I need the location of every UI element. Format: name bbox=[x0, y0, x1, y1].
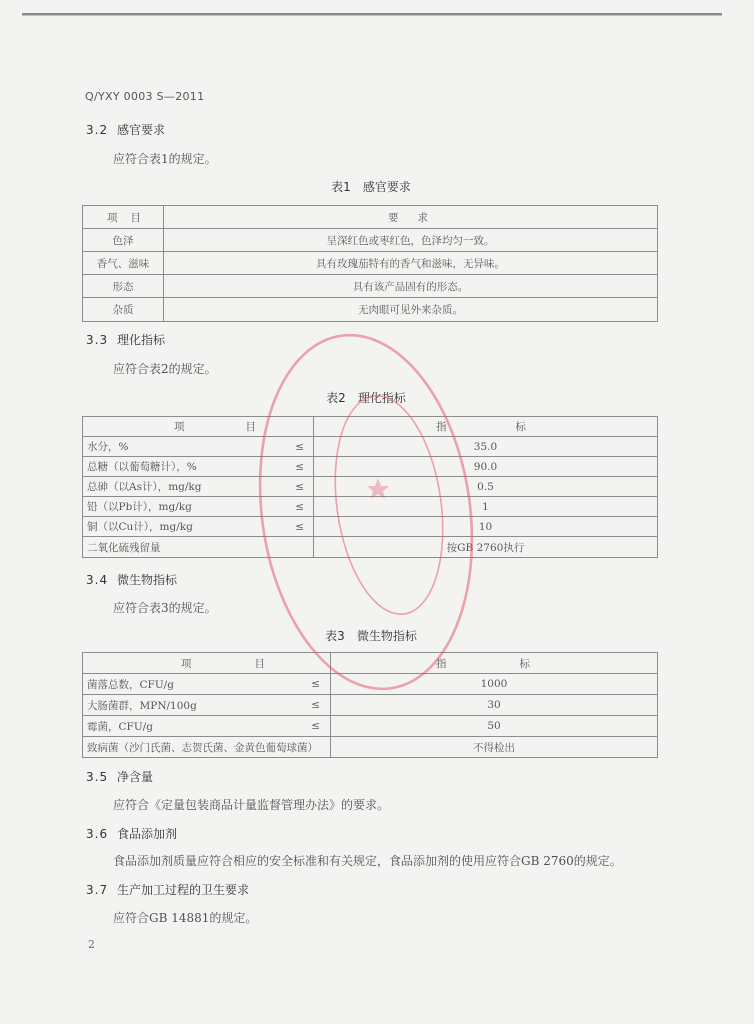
section-number: 3.4 bbox=[86, 573, 109, 587]
section-title: 生产加工过程的卫生要求 bbox=[117, 883, 250, 897]
microbiological-table bbox=[82, 652, 658, 758]
item-cell bbox=[83, 517, 314, 537]
section-heading-3-3 bbox=[86, 331, 165, 348]
section-heading-3-6 bbox=[86, 825, 177, 842]
header-cell-req bbox=[164, 206, 658, 229]
item-label: 大肠菌群，MPN/100g bbox=[87, 699, 197, 712]
section-number: 3.2 bbox=[86, 123, 109, 137]
less-equal-symbol: ≤ bbox=[295, 440, 304, 453]
item-label: 致病菌（沙门氏菌、志贺氏菌、金黄色葡萄球菌） bbox=[87, 741, 318, 754]
table3-caption: 表3 微生物指标 bbox=[325, 629, 417, 643]
item-label: 二氧化硫残留量 bbox=[87, 541, 161, 554]
section-heading-3-4 bbox=[86, 571, 177, 588]
section-title: 食品添加剂 bbox=[117, 827, 178, 841]
section-number: 3.6 bbox=[86, 827, 109, 841]
table-header-row bbox=[83, 206, 658, 229]
value-cell: 90.0 bbox=[314, 457, 658, 477]
item-cell: 杂质 bbox=[83, 298, 164, 322]
value-cell: 35.0 bbox=[314, 437, 658, 457]
item-cell: 色泽 bbox=[83, 229, 164, 252]
table-row bbox=[83, 737, 658, 758]
table-row bbox=[83, 477, 658, 497]
header-rule-shadow bbox=[22, 15, 722, 16]
value-cell: 30 bbox=[331, 695, 658, 716]
table-row bbox=[83, 457, 658, 477]
header-char: 项 bbox=[107, 211, 118, 224]
requirement-cell: 呈深红色或枣红色，色泽均匀一致。 bbox=[164, 229, 658, 252]
header-char: 目 bbox=[254, 657, 265, 670]
section-text-3-5: 应符合《定量包装商品计量监督管理办法》的要求。 bbox=[113, 798, 390, 812]
table2-caption: 表2 理化指标 bbox=[326, 391, 406, 405]
section-heading-3-7 bbox=[86, 881, 249, 898]
value-cell: 50 bbox=[331, 716, 658, 737]
header-char: 项 bbox=[174, 421, 185, 433]
item-label: 总砷（以As计），mg/kg bbox=[87, 481, 202, 493]
item-label: 铅（以Pb计），mg/kg bbox=[87, 501, 192, 513]
section-text-3-4: 应符合表3的规定。 bbox=[113, 601, 217, 615]
requirement-cell: 具有该产品固有的形态。 bbox=[164, 275, 658, 298]
header-item-label bbox=[107, 210, 141, 225]
section-text-3-7: 应符合GB 14881的规定。 bbox=[113, 911, 258, 925]
less-equal-symbol: ≤ bbox=[295, 520, 304, 533]
item-cell: 香气、滋味 bbox=[83, 252, 164, 275]
item-label: 菌落总数，CFU/g bbox=[87, 678, 174, 691]
header-cell-value bbox=[314, 417, 658, 437]
section-heading-3-5 bbox=[86, 768, 153, 785]
table-header-row bbox=[83, 417, 658, 437]
table-row bbox=[83, 298, 658, 322]
section-text-3-2: 应符合表1的规定。 bbox=[113, 152, 217, 166]
item-cell bbox=[83, 537, 314, 558]
item-cell bbox=[83, 477, 314, 497]
less-equal-symbol: ≤ bbox=[311, 678, 320, 690]
value-cell: 0.5 bbox=[314, 477, 658, 497]
header-char: 要 bbox=[388, 211, 399, 224]
header-char: 标 bbox=[515, 421, 526, 433]
less-equal-symbol: ≤ bbox=[295, 500, 304, 513]
header-cell-item bbox=[83, 653, 331, 674]
item-cell: 形态 bbox=[83, 275, 164, 298]
table-row bbox=[83, 537, 658, 558]
item-label: 总糖（以葡萄糖计），% bbox=[87, 461, 197, 473]
table1-caption: 表1 感官要求 bbox=[331, 180, 411, 194]
less-equal-symbol: ≤ bbox=[295, 480, 304, 493]
table-row bbox=[83, 695, 658, 716]
item-cell bbox=[83, 674, 331, 695]
item-cell bbox=[83, 497, 314, 517]
table-row bbox=[83, 275, 658, 298]
section-number: 3.3 bbox=[86, 333, 109, 347]
sensory-requirements-table bbox=[82, 205, 658, 322]
header-value-label bbox=[436, 419, 526, 434]
value-cell: 1000 bbox=[331, 674, 658, 695]
item-cell bbox=[83, 716, 331, 737]
header-char: 项 bbox=[181, 657, 192, 670]
section-number: 3.7 bbox=[86, 883, 109, 897]
item-cell bbox=[83, 457, 314, 477]
header-req-label bbox=[388, 210, 428, 225]
less-equal-symbol: ≤ bbox=[311, 720, 320, 732]
header-char: 目 bbox=[130, 211, 141, 224]
item-label: 水分，% bbox=[87, 441, 129, 453]
section-title: 净含量 bbox=[117, 770, 154, 784]
value-cell: 不得检出 bbox=[331, 737, 658, 758]
item-label: 霉菌，CFU/g bbox=[87, 720, 153, 733]
header-char: 指 bbox=[436, 421, 447, 433]
table-header-row bbox=[83, 653, 658, 674]
item-cell bbox=[83, 437, 314, 457]
table-row bbox=[83, 437, 658, 457]
value-cell: 按GB 2760执行 bbox=[314, 537, 658, 558]
header-item-label bbox=[181, 656, 265, 671]
section-text-3-6: 食品添加剂质量应符合相应的安全标准和有关规定，食品添加剂的使用应符合GB 2760的规定。 bbox=[113, 854, 622, 868]
item-cell bbox=[83, 737, 331, 758]
table-row bbox=[83, 517, 658, 537]
header-char: 标 bbox=[519, 657, 530, 670]
item-cell bbox=[83, 695, 331, 716]
document-code: Q/YXY 0003 S—2011 bbox=[85, 90, 205, 103]
section-title: 微生物指标 bbox=[117, 573, 178, 587]
requirement-cell: 无肉眼可见外来杂质。 bbox=[164, 298, 658, 322]
section-number: 3.5 bbox=[86, 770, 109, 784]
header-value-label bbox=[436, 656, 530, 671]
table-row bbox=[83, 497, 658, 517]
less-equal-symbol: ≤ bbox=[295, 460, 304, 473]
header-char: 目 bbox=[245, 421, 256, 433]
header-item-label bbox=[174, 419, 256, 434]
section-text-3-3: 应符合表2的规定。 bbox=[113, 362, 217, 376]
item-label: 铜（以Cu计），mg/kg bbox=[87, 521, 193, 533]
header-cell-item bbox=[83, 417, 314, 437]
section-title: 理化指标 bbox=[117, 333, 166, 347]
page-number: 2 bbox=[88, 938, 95, 951]
header-cell-value bbox=[331, 653, 658, 674]
header-char: 求 bbox=[417, 211, 428, 224]
header-cell-item bbox=[83, 206, 164, 229]
section-heading-3-2 bbox=[86, 121, 165, 138]
physicochemical-table bbox=[82, 416, 658, 558]
value-cell: 1 bbox=[314, 497, 658, 517]
table-row bbox=[83, 252, 658, 275]
less-equal-symbol: ≤ bbox=[311, 699, 320, 711]
table-row bbox=[83, 716, 658, 737]
requirement-cell: 具有玫瑰茄特有的香气和滋味，无异味。 bbox=[164, 252, 658, 275]
header-char: 指 bbox=[436, 657, 447, 670]
section-title: 感官要求 bbox=[117, 123, 166, 137]
value-cell: 10 bbox=[314, 517, 658, 537]
table-row bbox=[83, 229, 658, 252]
table-row bbox=[83, 674, 658, 695]
